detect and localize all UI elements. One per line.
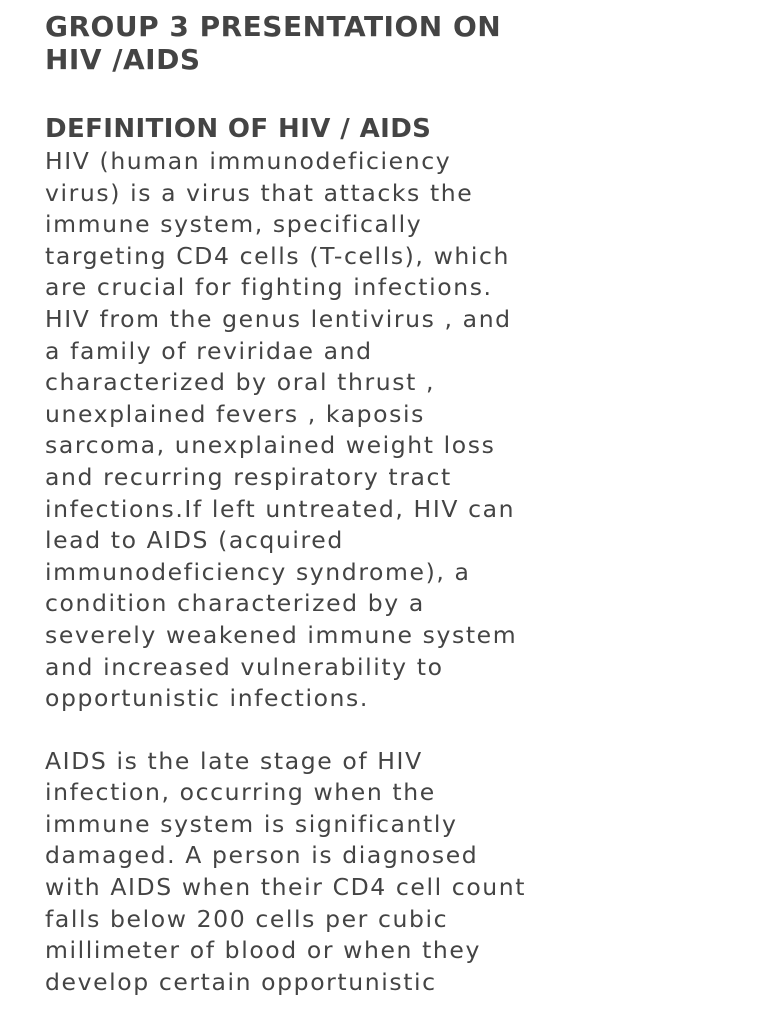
text-line: are crucial for fighting infections. [45,273,493,302]
aids-paragraph [45,746,745,999]
text-line: characterized by oral thrust , [45,368,436,397]
text-line: infections.If left untreated, HIV can [45,494,516,523]
document-title [45,10,745,76]
document-page [45,10,745,998]
text-line: develop certain opportunistic [45,967,437,996]
definition-paragraph [45,146,745,715]
text-line: immunodeficiency syndrome), a [45,557,471,586]
text-line: condition characterized by a [45,589,425,618]
text-line: unexplained fevers , kaposis [45,399,425,428]
text-line: falls below 200 cells per cubic [45,904,449,933]
text-line: damaged. A person is diagnosed [45,841,479,870]
text-line: HIV (human immunodeficiency [45,147,452,175]
text-line: a family of reviridae and [45,336,373,365]
text-line: targeting CD4 cells (T-cells), which [45,241,511,270]
text-line: and increased vulnerability to [45,652,444,681]
title-line: GROUP 3 PRESENTATION ON [45,10,502,43]
text-line: HIV from the genus lentivirus , and [45,304,512,333]
text-line: immune system is significantly [45,809,458,838]
text-line: lead to AIDS (acquired [45,526,344,555]
text-line: AIDS is the late stage of HIV [45,746,423,775]
text-line: severely weakened immune system [45,620,518,649]
text-line: and recurring respiratory tract [45,462,452,491]
text-line: opportunistic infections. [45,684,369,713]
text-line: millimeter of blood or when they [45,936,481,965]
text-line: with AIDS when their CD4 cell count [45,873,527,902]
text-line: infection, occurring when the [45,778,436,807]
section-heading: DEFINITION OF HIV / AIDS [45,114,432,144]
text-line: sarcoma, unexplained weight loss [45,431,496,460]
text-line: virus) is a virus that attacks the [45,178,474,207]
title-line: HIV /AIDS [45,43,201,76]
text-line: immune system, specifically [45,210,423,239]
